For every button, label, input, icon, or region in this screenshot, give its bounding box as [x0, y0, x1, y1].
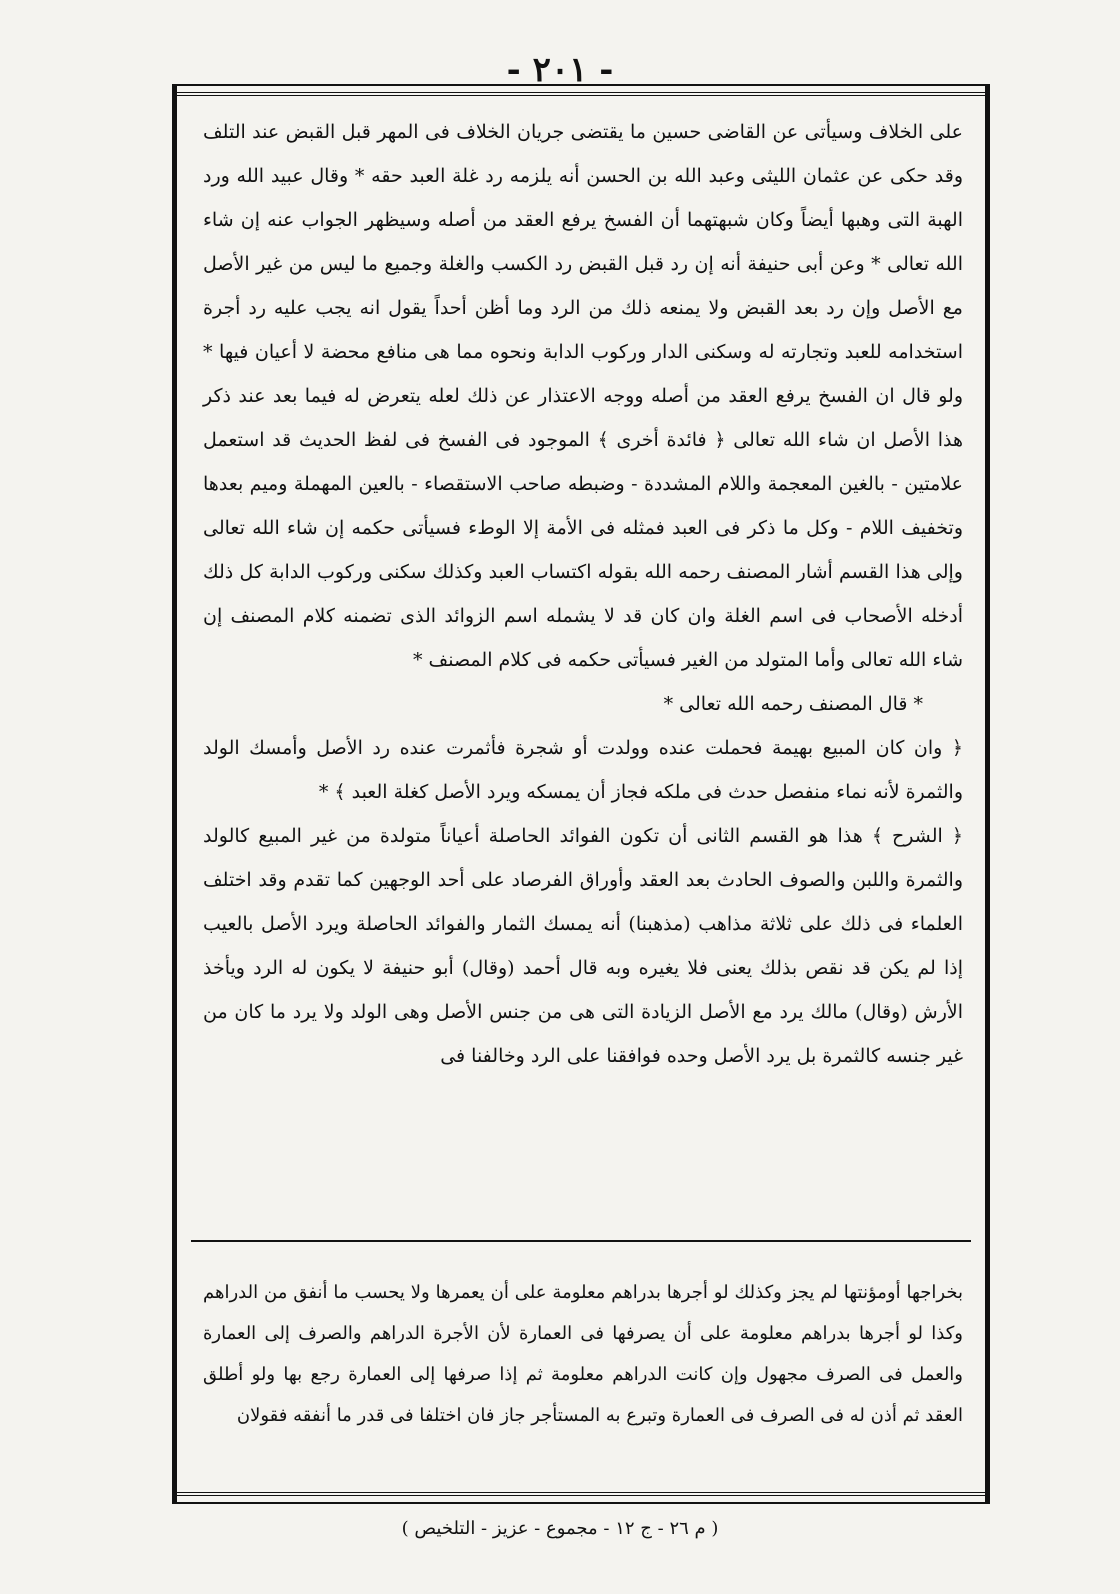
paragraph-3: ﴿ وان كان المبيع بهيمة فحملت عنده وولدت أو شجرة فأثمرت عنده رد الأصل وأمسك الولد والثمرة لأنه نماء منفصل حدث فى ملكه فجاز أن يمسكه ويرد الأصل كغلة العبد ﴾ *	[203, 737, 963, 803]
paragraph-1: على الخلاف وسيأتى عن القاضى حسين ما يقتضى جريان الخلاف فى المهر قبل القبض عند التلف وقد حكى عن عثمان الليثى وعبد الله بن الحسن أنه يلزمه رد غلة العبد حقه * وقال عبيد الله ورد الهبة التى وهبها أيضاً وكان شبهتهما أن الفسخ يرفع العقد من أصله وسيظهر الجواب عنه إن شاء الله تعالى * وعن أبى حنيفة أنه إن رد قبل القبض رد الكسب والغلة وجميع ما ليس من غير الأصل مع الأصل وإن رد بعد القبض ولا يمنعه ذلك من الرد وما أظن أحداً يقول انه يجب عليه رد أجرة استخدامه للعبد وتجارته له وسكنى الدار وركوب الدابة ونحوه مما هى منافع محضة لا أعيان فيها * ولو قال ان الفسخ يرفع العقد من أصله ووجه الاعتذار عن ذلك لعله يتعرض له فيما بعد عند ذكر هذا الأصل ان شاء الله تعالى ﴿ فائدة أخرى ﴾ الموجود فى الفسخ فى لفظ الحديث قد استعمل علامتين - بالغين المعجمة واللام المشددة - وضبطه صاحب الاستقصاء - بالعين المهملة وميم بعدها وتخفيف اللام - وكل ما ذكر فى العبد فمثله فى الأمة إلا الوطء فسيأتى حكمه إن شاء الله تعالى وإلى هذا القسم أشار المصنف رحمه الله بقوله اكتساب العبد وكذلك سكنى وركوب الدابة كل ذلك أدخله الأصحاب فى اسم الغلة وان كان قد لا يشمله اسم الزوائد الذى تضمنه كلام المصنف إن شاء الله تعالى وأما المتولد من الغير فسيأتى حكمه فى كلام المصنف *	[203, 121, 963, 671]
paragraph-2: * قال المصنف رحمه الله تعالى *	[663, 693, 923, 715]
paragraph-4: ﴿ الشرح ﴾ هذا هو القسم الثانى أن تكون الفوائد الحاصلة أعياناً متولدة من غير المبيع كالولد والثمرة واللبن والصوف الحادث بعد العقد وأوراق الفرصاد على أحد الوجهين كما تقدم وقد اختلف العلماء فى ذلك على ثلاثة مذاهب (مذهبنا) أنه يمسك الثمار والفوائد الحاصلة ويرد الأصل بالعيب إذا لم يكن قد نقص بذلك يعنى فلا يغيره وبه قال أحمد (وقال) أبو حنيفة لا يكون له الرد ويأخذ الأرش (وقال) مالك يرد مع الأصل الزيادة التى هى من جنس الأصل وهى الولد ولا يرد ما كان من غير جنسه كالثمرة بل يرد الأصل وحده فوافقنا على الرد وخالفنا فى	[203, 825, 963, 1067]
footer-signature: ( م ٢٦ - ج ١٢ - مجموع - عزيز - التلخيص )	[401, 1518, 719, 1539]
footnote-divider	[191, 1240, 971, 1242]
page-number: - ٢٠١ -	[506, 50, 614, 90]
main-text	[203, 110, 963, 1078]
frame-bottom-rule	[177, 1492, 985, 1496]
footnote-text: بخراجها أومؤنتها لم يجز وكذلك لو أجرها بدراهم معلومة على أن يعمرها ولا يحسب ما أنفق من الدراهم وكذا لو أجرها بدراهم معلومة على أن يصرفها فى العمارة لأن الأجرة الدراهم والصرف إلى العمارة والعمل فى الصرف مجهول وإن كانت الدراهم معلومة ثم إذا صرفها إلى العمارة رجع بها ولو أطلق العقد ثم أذن له فى الصرف فى العمارة وتبرع به المستأجر جاز فان اختلفا فى قدر ما أنفقه فقولان	[203, 1282, 963, 1426]
frame-top-rule	[177, 92, 985, 96]
page-frame	[172, 84, 990, 1504]
